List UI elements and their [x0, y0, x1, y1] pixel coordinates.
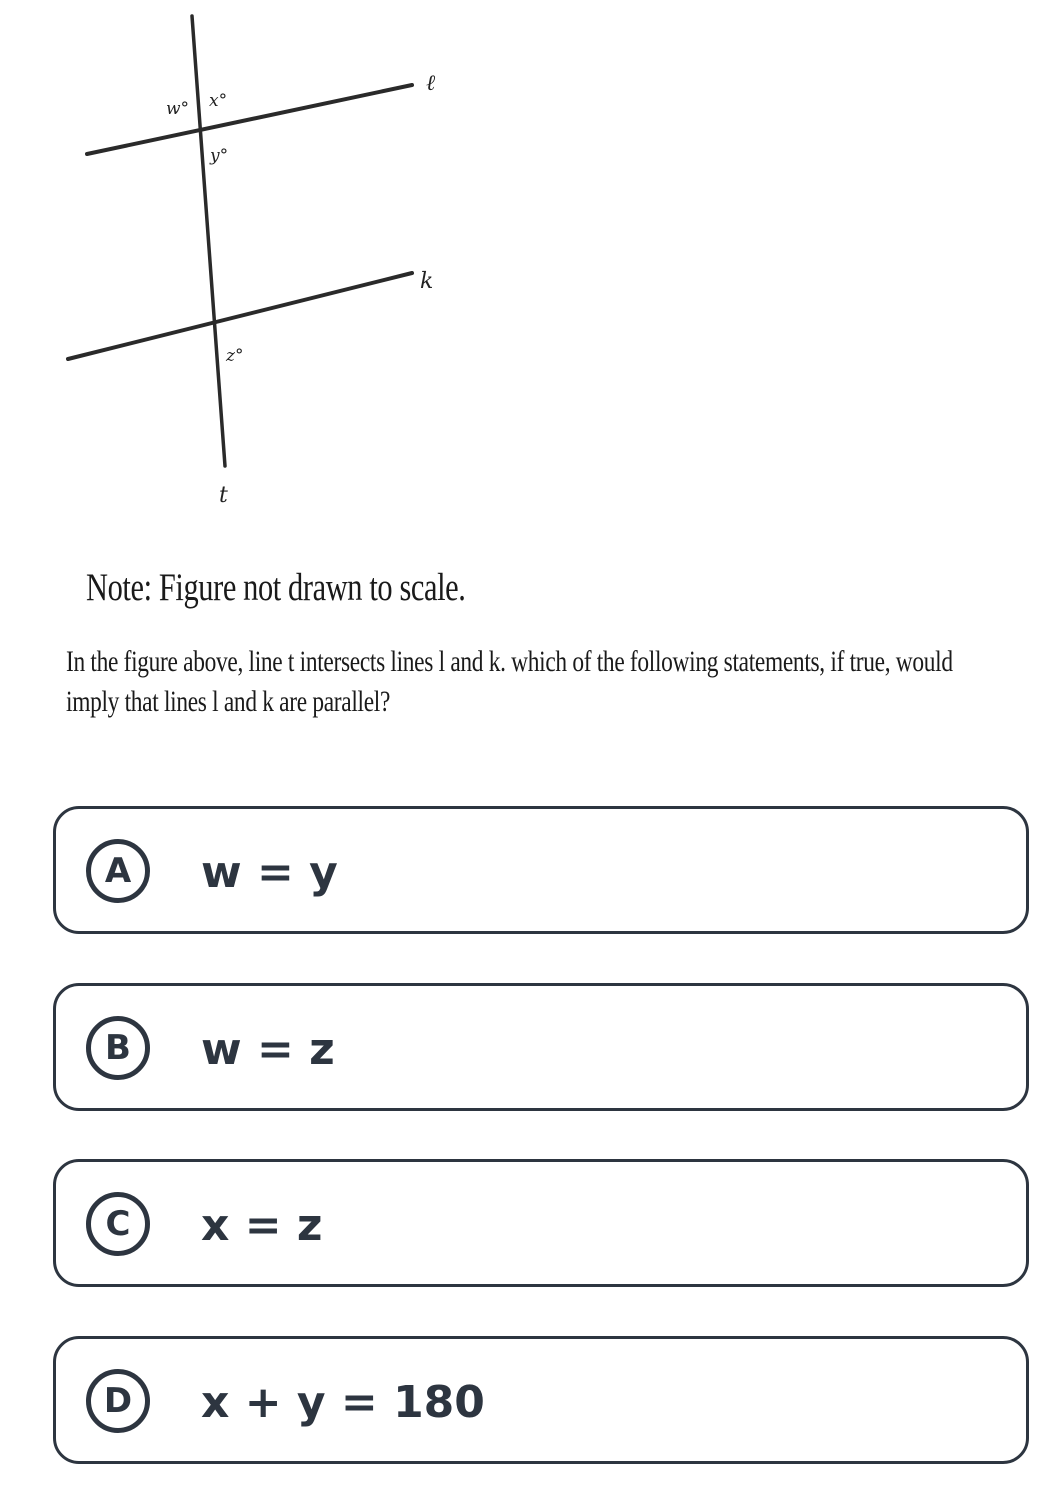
label-line-t: t: [219, 483, 228, 508]
option-c-letter: C: [86, 1192, 150, 1256]
label-z: z°: [226, 346, 244, 366]
option-b-text: w = z: [201, 1024, 335, 1075]
label-line-l: ℓ: [426, 71, 436, 96]
option-c[interactable]: [53, 1159, 1029, 1287]
line-t: [192, 16, 228, 466]
option-d[interactable]: [53, 1336, 1029, 1464]
question-text: In the figure above, line t intersects lines l and k. which of the following statements, if true, would imply that lines l and k are parallel?: [66, 645, 953, 718]
label-w: w°: [166, 99, 190, 119]
option-d-letter: D: [86, 1369, 150, 1433]
option-c-text: x = z: [201, 1200, 323, 1251]
figure-note: Note: Figure not drawn to scale.: [86, 566, 466, 609]
option-a[interactable]: [53, 806, 1029, 934]
label-line-k: k: [420, 269, 434, 294]
label-x: x°: [209, 91, 228, 111]
option-a-letter: A: [86, 839, 150, 903]
line-l: [87, 85, 412, 154]
label-y: y°: [210, 146, 229, 166]
geometry-figure: [0, 0, 520, 540]
option-a-text: w = y: [201, 847, 338, 898]
option-d-text: x + y = 180: [201, 1377, 485, 1428]
option-b[interactable]: [53, 983, 1029, 1111]
option-b-letter: B: [86, 1016, 150, 1080]
